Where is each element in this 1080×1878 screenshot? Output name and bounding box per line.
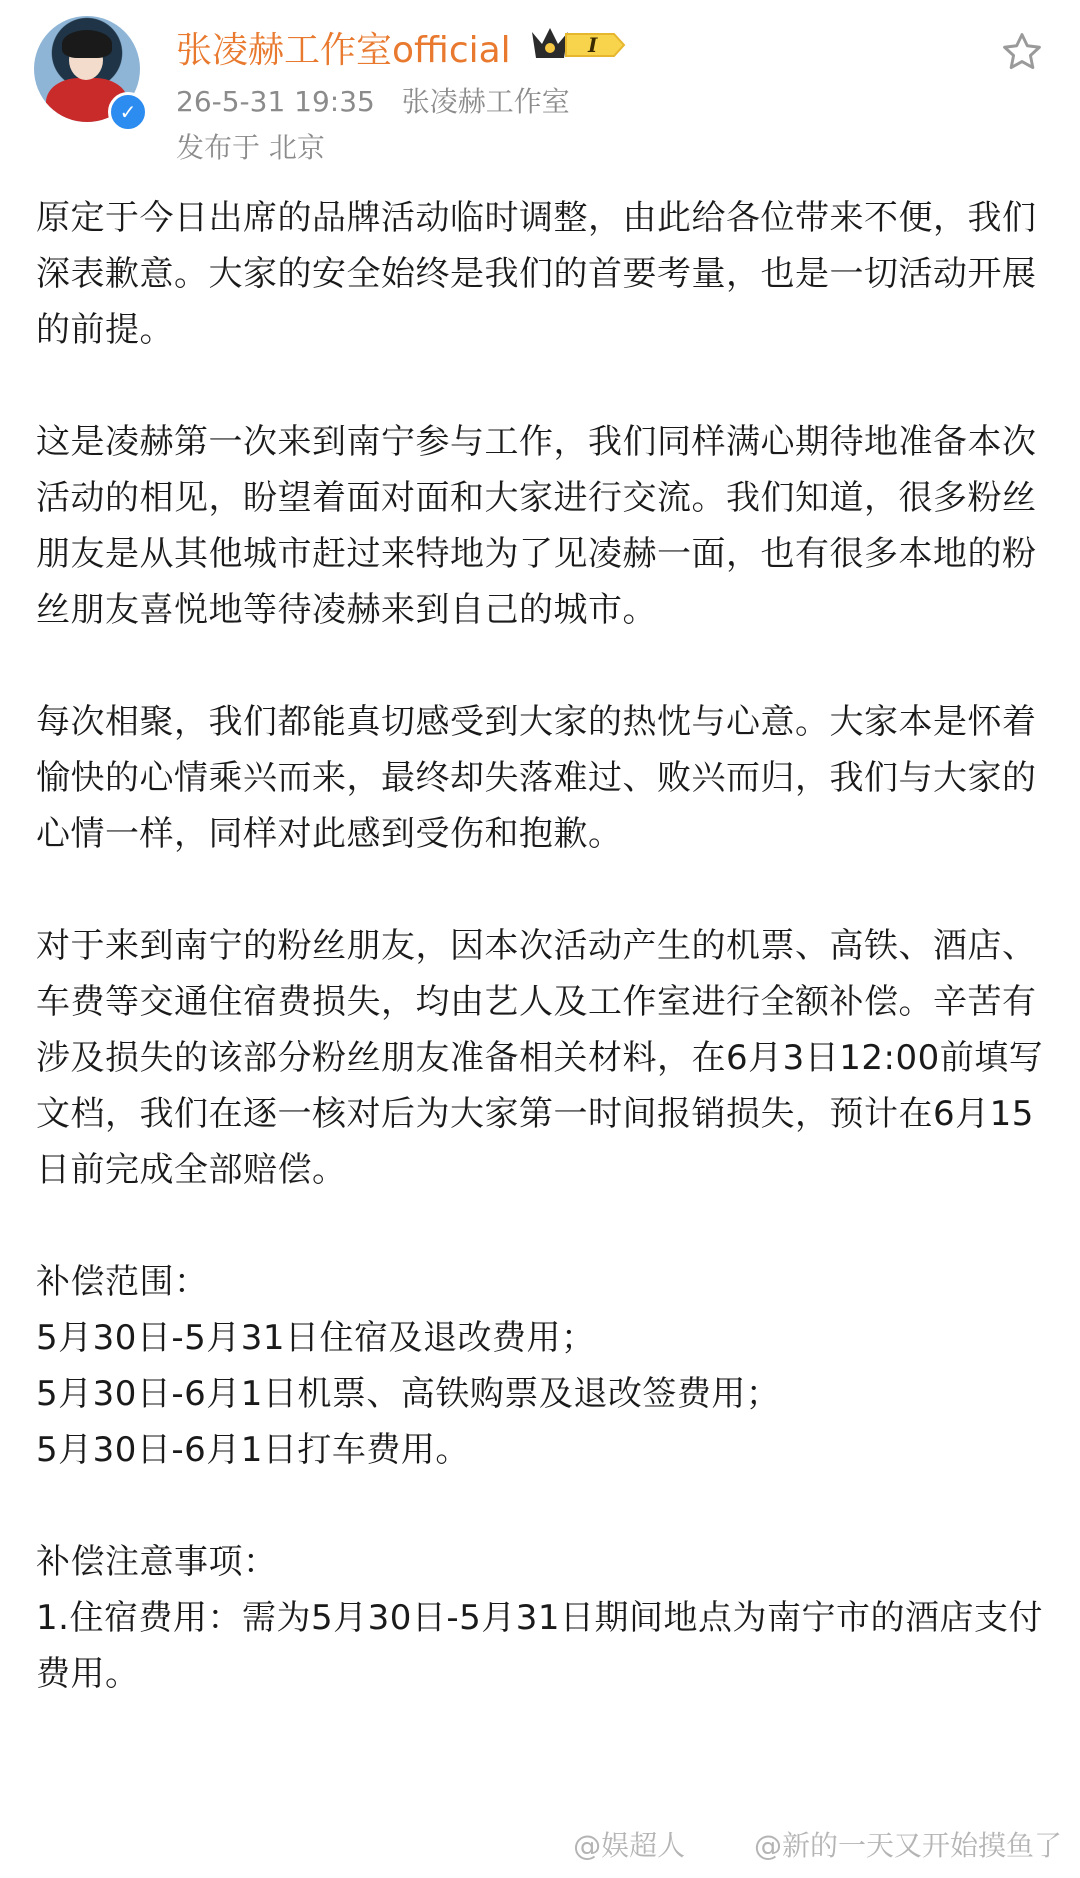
post-header <box>0 0 1080 175</box>
paragraph-feelings: 每次相聚，我们都能真切感受到大家的热忱与心意。大家本是怀着愉快的心情乘兴而来，最终却失落难过、败兴而归，我们与大家的心情一样，同样对此感到受伤和抱歉。 <box>36 702 1037 854</box>
scope-item: 5月30日-6月1日机票、高铁购票及退改签费用； <box>36 1374 781 1414</box>
post-location: 发布于 北京 <box>176 131 325 164</box>
crown-level-badge-icon[interactable] <box>528 24 628 66</box>
post-meta <box>176 80 588 120</box>
notes-title: 补偿注意事项： <box>36 1542 278 1582</box>
watermark-2: @新的一天又开始摸鱼了 <box>753 1829 1062 1862</box>
paragraph-nanning: 这是凌赫第一次来到南宁参与工作，我们同样满心期待地准备本次活动的相见，盼望着面对面和大家进行交流。我们知道，很多粉丝朋友是从其他城市赶过来特地为了见凌赫一面，也有很多本地的粉丝朋友喜悦地等待凌赫来到自己的城市。 <box>36 422 1037 630</box>
star-icon[interactable] <box>1000 30 1044 74</box>
watermark <box>573 1824 1062 1864</box>
paragraph-apology: 原定于今日出席的品牌活动临时调整，由此给各位带来不便，我们深表歉意。大家的安全始终是我们的首要考量，也是一切活动开展的前提。 <box>36 198 1037 350</box>
scope-item: 5月30日-6月1日打车费用。 <box>36 1430 470 1470</box>
verified-badge-icon: ✓ <box>108 92 148 132</box>
post-source[interactable]: 张凌赫工作室 <box>401 85 570 118</box>
paragraph-compensation: 对于来到南宁的粉丝朋友，因本次活动产生的机票、高铁、酒店、车费等交通住宿费损失，均由艺人及工作室进行全额补偿。辛苦有涉及损失的该部分粉丝朋友准备相关材料，在6月3日12:00前填写文档，我们在逐一核对后为大家第一时间报销损失，预计在6月15日前完成全部赔偿。 <box>36 926 1044 1190</box>
scope-item: 5月30日-5月31日住宿及退改费用； <box>36 1318 596 1358</box>
post-timestamp: 26-5-31 19:35 <box>176 85 375 118</box>
watermark-1: @娱超人 <box>573 1829 686 1862</box>
svg-text:I: I <box>588 33 598 57</box>
scope-title: 补偿范围： <box>36 1262 209 1302</box>
author-name[interactable]: 张凌赫工作室official <box>176 30 511 71</box>
post-body <box>36 190 1046 1702</box>
notes-item: 1.住宿费用：需为5月30日-5月31日期间地点为南宁市的酒店支付费用。 <box>36 1598 1043 1694</box>
